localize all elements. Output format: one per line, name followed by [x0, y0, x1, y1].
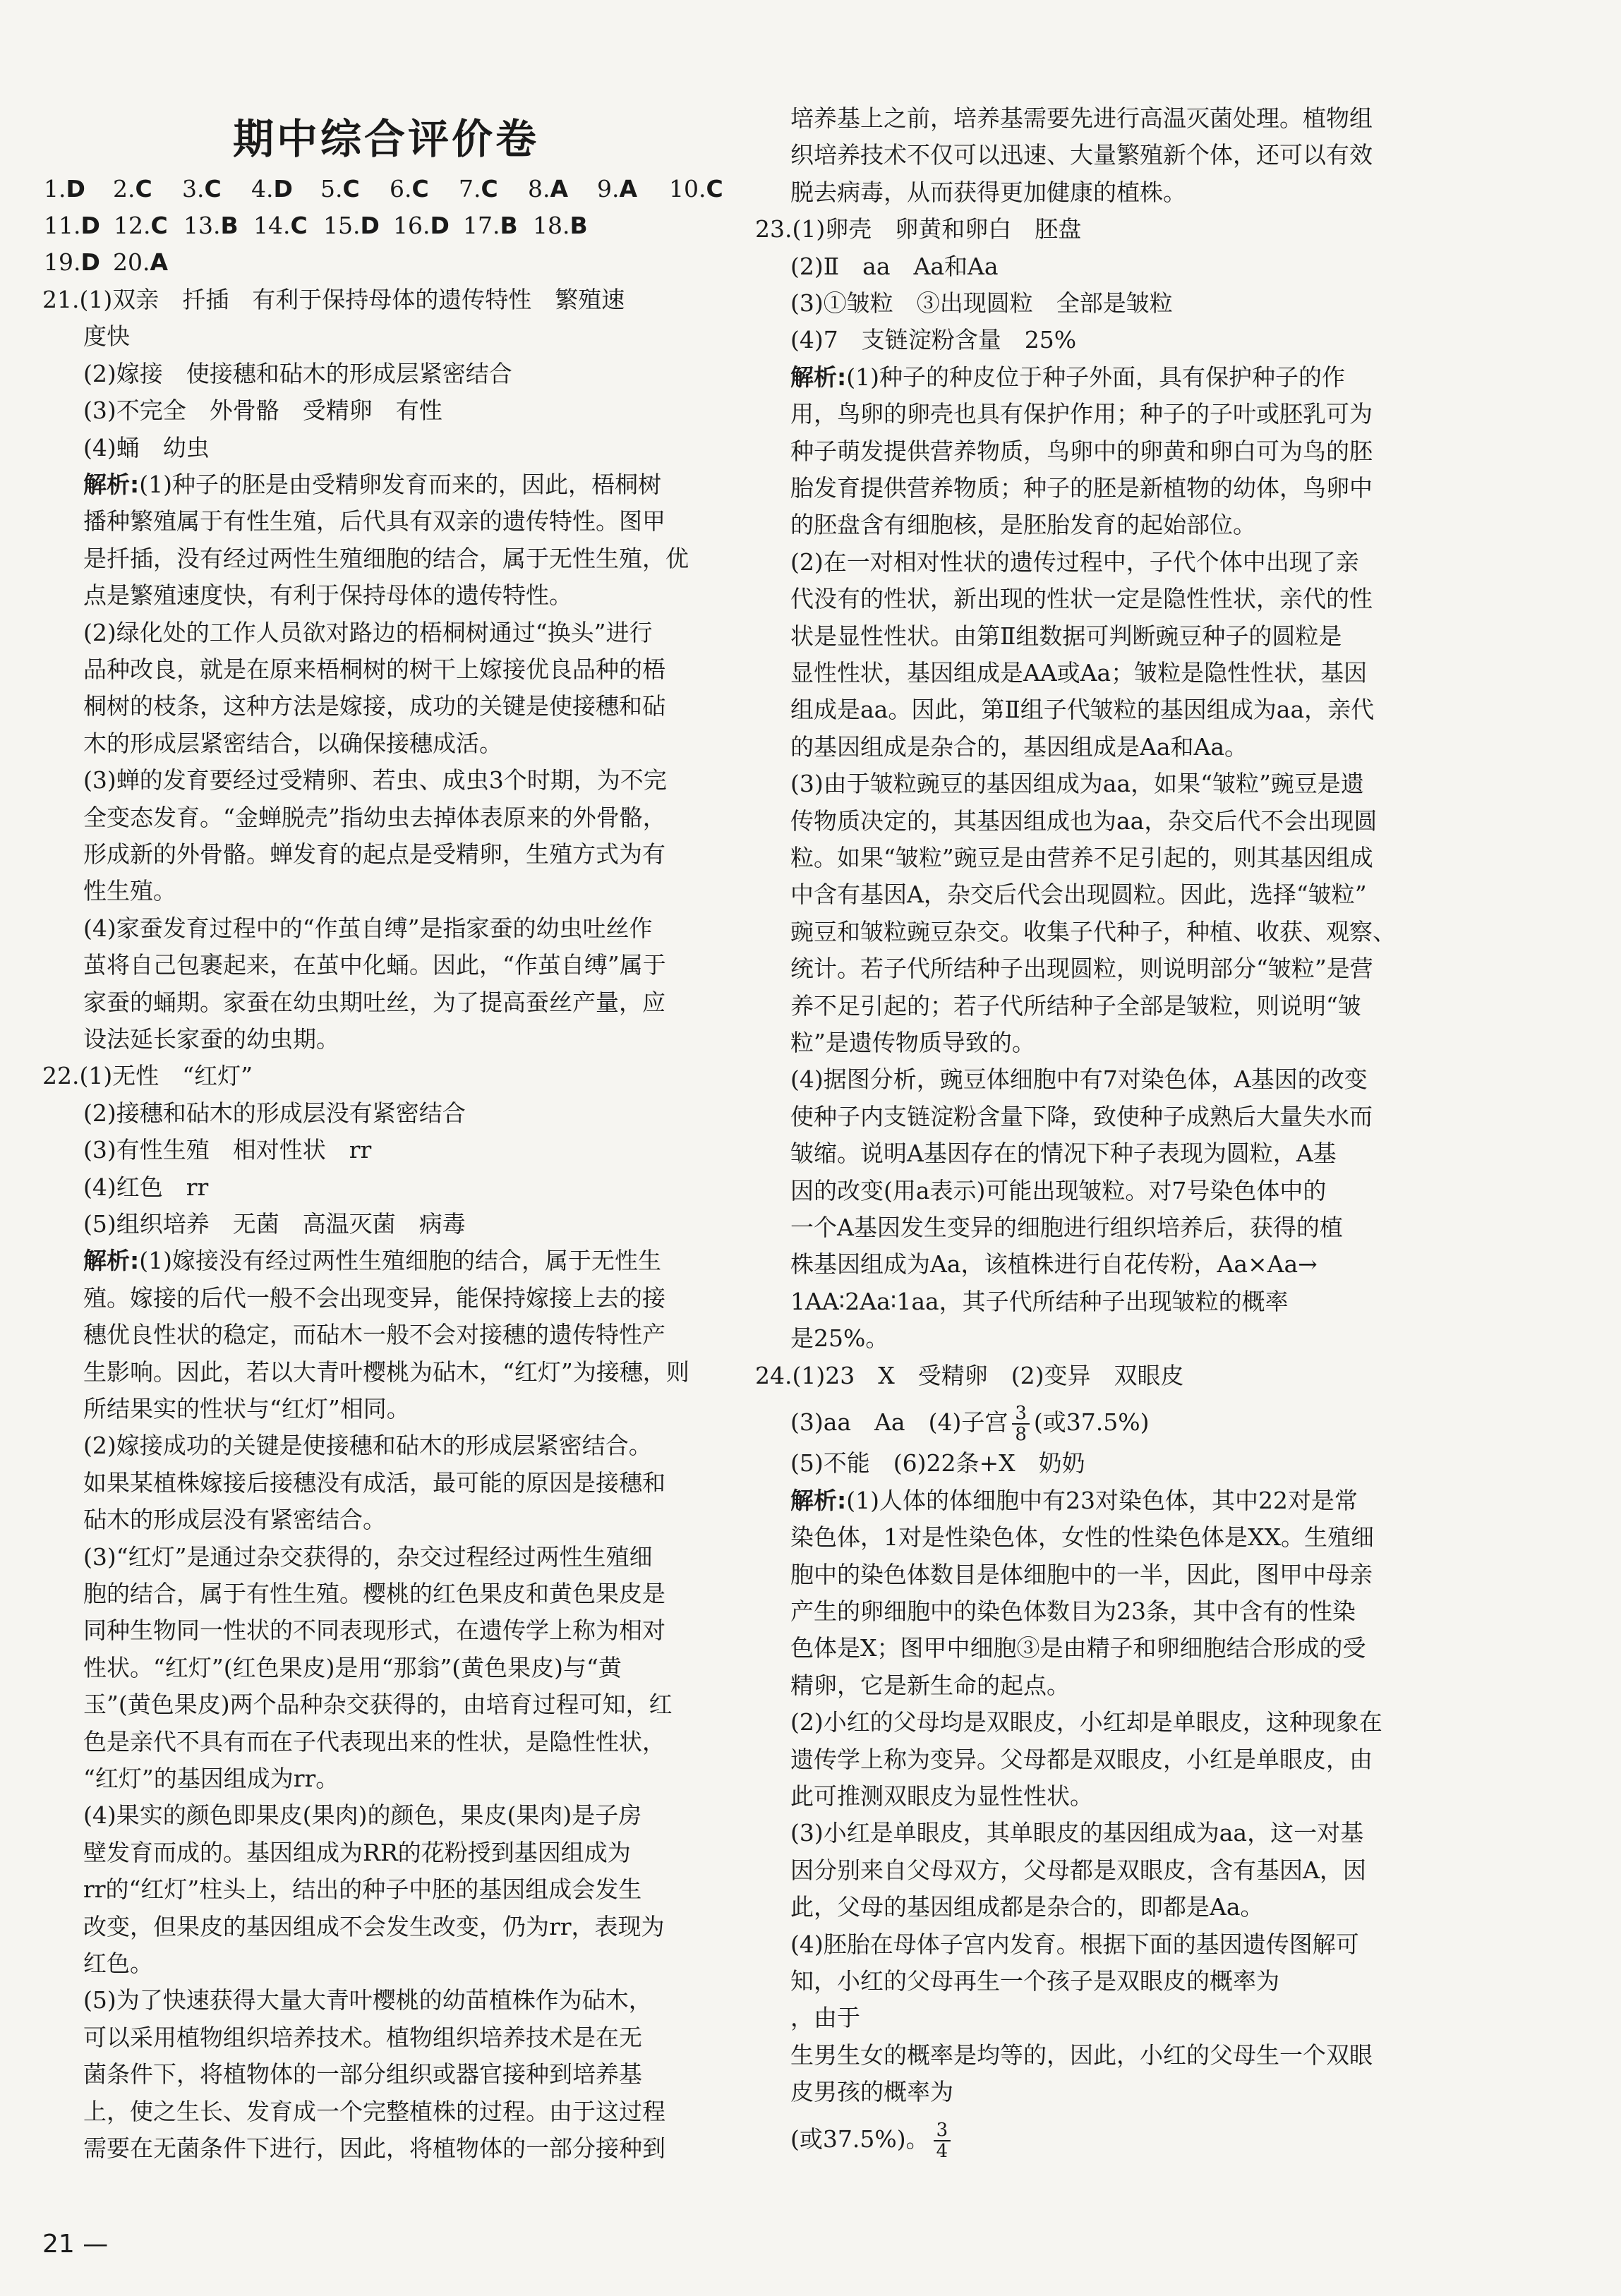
answer-item — [528, 173, 568, 205]
right-line — [790, 2039, 1373, 2072]
left-line — [83, 1171, 208, 1204]
text-span: (4)蛹 幼虫 — [83, 433, 210, 461]
fraction-numerator: 3 — [934, 2120, 951, 2141]
text-span: (5)组织培养 无菌 高温灭菌 病毒 — [83, 1210, 466, 1238]
right-line — [790, 2002, 860, 2034]
fraction — [934, 2120, 951, 2161]
text-span: A — [150, 248, 169, 276]
right-line — [755, 213, 1081, 246]
right-line — [790, 1744, 1373, 1776]
text-span: (2)嫁接成功的关键是使接穗和砧木的形成层紧密结合。 — [83, 1432, 652, 1460]
left-line — [83, 802, 666, 834]
text-span: 7. — [459, 175, 481, 203]
left-line — [42, 284, 625, 316]
text-span: C — [150, 212, 168, 239]
text-span: 同种生物同一性状的不同表现形式，在遗传学上称为相对 — [83, 1617, 665, 1645]
right-line — [790, 1521, 1374, 1554]
text-span: (或37.5%) — [1033, 1408, 1150, 1436]
text-span: 是25%。 — [790, 1324, 889, 1353]
text-span: 粒。如果“皱粒”豌豆是由营养不足引起的，则其基因组成 — [790, 844, 1373, 871]
text-span: 生男生女的概率是均等的，因此，小红的父母生一个双眼 — [790, 2041, 1373, 2069]
right-line — [790, 1027, 1035, 1059]
left-line — [83, 727, 502, 760]
answer-item — [113, 246, 168, 279]
text-span: 性状。“红灯”(红色果皮)是用“那翁”(黄色果皮)与“黄 — [83, 1653, 622, 1681]
text-span: 穗优良性状的稳定，而砧木一般不会对接穗的遗传特性产 — [83, 1321, 665, 1349]
text-span: 9. — [597, 175, 620, 203]
left-line — [83, 1541, 653, 1573]
right-line — [790, 1965, 1279, 1998]
text-span: 5. — [320, 175, 343, 203]
text-span: 生影响。因此，若以大青叶樱桃为砧木，“红灯”为接穗，则 — [83, 1358, 689, 1386]
text-span: (或37.5%)。 — [790, 2125, 929, 2153]
left-line — [83, 394, 442, 427]
text-span: D — [360, 212, 380, 239]
answer-item — [253, 210, 308, 242]
right-line — [790, 361, 1345, 394]
text-span: C — [135, 175, 152, 203]
text-span: 显性性状，基因组成是AA或Aa；皱粒是隐性性状，基因 — [790, 659, 1368, 687]
text-span: 家蚕的蛹期。家蚕在幼虫期吐丝，为了提高蚕丝产量，应 — [83, 988, 665, 1016]
right-line — [790, 1175, 1326, 1207]
left-line — [83, 1726, 665, 1758]
fraction-numerator: 3 — [1012, 1403, 1030, 1425]
right-line — [790, 916, 1396, 948]
right-line — [790, 1780, 1093, 1813]
left-line — [83, 543, 689, 575]
text-span: 的胚盘含有细胞核，是胚胎发育的起始部位。 — [790, 511, 1256, 539]
text-span: 因的改变(用a表示)可能出现皱粒。对7号染色体中的 — [790, 1176, 1327, 1204]
text-span: 6. — [390, 175, 412, 203]
right-line — [790, 2120, 955, 2161]
text-span: 用，鸟卵的卵壳也具有保护作用；种子的子叶或胚乳可为 — [790, 400, 1373, 428]
text-span: 16. — [393, 212, 430, 239]
text-span: 18. — [533, 212, 570, 239]
left-line — [83, 2022, 642, 2054]
right-line — [790, 1248, 1318, 1281]
text-span: (3)不完全 外骨骼 受精卵 有性 — [83, 397, 442, 425]
text-span: 19. — [44, 248, 81, 276]
text-span: 桐树的枝条，这种方法是嫁接，成功的关键是使接穗和砧 — [83, 692, 665, 720]
answer-item — [44, 173, 85, 205]
answer-item — [182, 173, 222, 205]
right-line — [790, 2076, 953, 2108]
text-span: 需要在无菌条件下进行，因此，将植物体的一部分接种到 — [83, 2134, 665, 2162]
right-line — [790, 1817, 1363, 1849]
right-line — [790, 620, 1342, 653]
right-line — [790, 1854, 1366, 1887]
right-line — [790, 509, 1256, 541]
text-span: 上，使之生长、发育成一个完整植株的过程。由于这过程 — [83, 2097, 665, 2125]
text-span: 20. — [113, 248, 150, 276]
text-span: (4)红色 rr — [83, 1173, 209, 1201]
text-span: ，由于 — [790, 2004, 860, 2032]
text-span: D — [430, 212, 450, 239]
left-line — [83, 838, 665, 871]
text-span: 15. — [323, 212, 361, 239]
left-line — [83, 1134, 371, 1166]
left-line — [83, 1023, 339, 1056]
right-line — [790, 990, 1361, 1022]
text-span: 17. — [463, 212, 500, 239]
text-span: 2. — [113, 175, 135, 203]
text-span: 如果某植株嫁接后接穗没有成活，最可能的原因是接穗和 — [83, 1468, 665, 1497]
text-span: 菌条件下，将植物体的一部分组织或器官接种到培养基 — [83, 2060, 642, 2089]
text-span: 点是繁殖速度快，有利于保持母体的遗传特性。 — [83, 581, 572, 610]
text-span: 品种改良，就是在原来梧桐树的树干上嫁接优良品种的梧 — [83, 655, 665, 683]
right-line — [790, 398, 1373, 430]
text-span: 播种繁殖属于有性生殖，后代具有双亲的遗传特性。图甲 — [83, 507, 665, 536]
left-line — [83, 505, 665, 538]
text-span: 形成新的外骨骼。蝉发育的起点是受精卵，生殖方式为有 — [83, 840, 665, 868]
right-line — [790, 1101, 1373, 1133]
text-span: C — [290, 212, 308, 239]
text-span: C — [342, 175, 360, 203]
text-span: (4)果实的颜色即果皮(果肉)的颜色，果皮(果肉)是子房 — [83, 1801, 642, 1830]
text-span: 色体是X；图甲中细胞③是由精子和卵细胞结合形成的受 — [790, 1634, 1366, 1662]
text-span: 设法延长家蚕的幼虫期。 — [83, 1025, 339, 1053]
right-line — [790, 953, 1373, 985]
left-line — [83, 320, 130, 353]
text-span: rr的“红灯”柱头上，结出的种子中胚的基因组成会发生 — [83, 1875, 642, 1904]
right-line — [790, 583, 1373, 615]
text-span: 织培养技术不仅可以迅速、大量繁殖新个体，还可以有效 — [790, 141, 1373, 169]
text-span: 此可推测双眼皮为显性性状。 — [790, 1782, 1093, 1810]
text-span: C — [411, 175, 429, 203]
answer-item — [113, 173, 152, 205]
text-span: 21.(1)双亲 扦插 有利于保持母体的遗传特性 繁殖速 — [42, 286, 625, 313]
right-line — [790, 324, 1076, 356]
right-line — [790, 176, 1186, 209]
left-line — [83, 875, 176, 907]
text-span: (1)嫁接没有经过两性生殖细胞的结合，属于无性生 — [139, 1247, 661, 1275]
right-line — [790, 1595, 1356, 1628]
text-span: 组成是aa。因此，第Ⅱ组子代皱粒的基因组成为aa，亲代 — [790, 696, 1375, 724]
text-span: 解析: — [790, 363, 847, 391]
text-span: 可以采用植物组织培养技术。植物组织培养技术是在无 — [83, 2023, 642, 2051]
text-span: 一个A基因发生变异的细胞进行组织培养后，获得的植 — [790, 1214, 1343, 1241]
left-line — [83, 469, 661, 501]
text-span: B — [220, 212, 239, 239]
right-line — [790, 1286, 1289, 1318]
text-span: 传物质决定的，其基因组成也为aa，杂交后代不会出现圆 — [790, 806, 1378, 835]
text-span: 玉”(黄色果皮)两个品种杂交获得的，由培育过程可知，红 — [83, 1691, 673, 1719]
right-line — [790, 1137, 1337, 1170]
text-span: 遗传学上称为变异。父母都是双眼皮，小红是单眼皮，由 — [790, 1745, 1373, 1773]
text-span: 染色体，1对是性染色体，女性的性染色体是XX。生殖细 — [790, 1523, 1374, 1552]
answer-item — [114, 210, 168, 242]
text-span: 中含有基因A，杂交后代会出现圆粒。因此，选择“皱粒” — [790, 881, 1367, 909]
right-line — [790, 1403, 1149, 1444]
left-line — [83, 1614, 665, 1647]
answer-item — [459, 173, 498, 205]
text-span: 状是显性性状。由第Ⅱ组数据可判断豌豆种子的圆粒是 — [790, 622, 1342, 650]
text-span: 胎发育提供营养物质；种子的胚是新植物的幼体，鸟卵中 — [790, 474, 1373, 502]
text-span: 8. — [528, 175, 550, 203]
text-span: 粒”是遗传物质导致的。 — [790, 1029, 1035, 1056]
left-line — [83, 1578, 665, 1610]
right-line — [790, 102, 1373, 135]
left-line — [83, 1911, 665, 1943]
text-span: “红灯”的基因组成为rr。 — [83, 1765, 339, 1792]
text-span: 所结果实的性状与“红灯”相同。 — [83, 1395, 410, 1422]
text-span: (3)有性生殖 相对性状 rr — [83, 1136, 372, 1164]
text-span: (5)为了快速获得大量大青叶樱桃的幼苗植株作为砧木， — [83, 1986, 652, 2014]
answer-item — [320, 173, 360, 205]
text-span: (3)①皱粒 ③出现圆粒 全部是皱粒 — [790, 289, 1173, 317]
left-line — [83, 1282, 665, 1315]
left-line — [83, 690, 665, 723]
text-span: 豌豆和皱粒豌豆杂交。收集子代种子，种植、收获、观察、 — [790, 917, 1396, 945]
text-span: 皮男孩的概率为 — [790, 2078, 953, 2106]
text-span: 红色。 — [83, 1950, 153, 1977]
right-line — [790, 1485, 1358, 1517]
text-span: 解析: — [83, 1247, 140, 1275]
left-line — [83, 653, 665, 686]
text-span: (3)由于皱粒豌豆的基因组成为aa，如果“皱粒”豌豆是遗 — [790, 770, 1364, 798]
text-span: D — [273, 175, 293, 203]
left-line — [83, 1763, 339, 1795]
text-span: 的基因组成是杂合的，基因组成是Aa和Aa。 — [790, 732, 1248, 761]
right-line — [790, 731, 1248, 763]
right-line — [790, 1322, 888, 1355]
left-line — [83, 1430, 652, 1462]
left-line — [83, 949, 666, 981]
text-span: B — [570, 212, 588, 239]
text-span: 23.(1)卵壳 卵黄和卵白 胚盘 — [755, 215, 1082, 243]
text-span: A — [550, 175, 569, 203]
text-span: 壁发育而成的。基因组成为RR的花粉授到基因组成为 — [83, 1838, 631, 1866]
left-line — [83, 912, 653, 945]
right-line — [790, 1928, 1359, 1961]
left-line — [83, 764, 667, 797]
text-span: 1AA∶2Aa∶1aa，其子代所结种子出现皱粒的概率 — [790, 1287, 1289, 1315]
answer-item — [183, 210, 239, 242]
right-line — [790, 657, 1367, 689]
text-span: (4)家蚕发育过程中的“作茧自缚”是指家蚕的幼虫吐丝作 — [83, 914, 653, 942]
left-line — [83, 1393, 410, 1425]
text-span: C — [481, 175, 498, 203]
left-line — [83, 1356, 689, 1389]
text-span: 是扦插，没有经过两性生殖细胞的结合，属于无性生殖，优 — [83, 544, 689, 572]
right-line — [755, 1360, 1183, 1392]
text-span: 全变态发育。“金蝉脱壳”指幼虫去掉体表原来的外骨骼， — [83, 803, 666, 831]
text-span: 改变，但果皮的基因组成不会发生改变，仍为rr，表现为 — [83, 1912, 665, 1940]
page-number: 21 — — [42, 2230, 109, 2259]
text-span: 砧木的形成层没有紧密结合。 — [83, 1506, 386, 1534]
text-span: 脱去病毒，从而获得更加健康的植株。 — [790, 178, 1186, 206]
text-span: 度快 — [83, 322, 130, 351]
left-line — [83, 2058, 642, 2091]
text-span: A — [619, 175, 638, 203]
right-line — [790, 1669, 1070, 1702]
right-line — [790, 472, 1373, 504]
text-span: 种子萌发提供营养物质，鸟卵中的卵黄和卵白可为鸟的胚 — [790, 437, 1373, 465]
text-span: 使种子内支链淀粉含量下降，致使种子成熟后大量失水而 — [790, 1102, 1373, 1130]
text-span: 解析: — [83, 471, 140, 498]
text-span: (4)胚胎在母体子宫内发育。根据下面的基因遗传图解可 — [790, 1930, 1359, 1958]
left-line — [83, 1245, 661, 1277]
page-title: 期中综合评价卷 — [233, 115, 540, 163]
text-span: (4)7 支链淀粉含量 25% — [790, 326, 1077, 354]
answer-item — [44, 246, 100, 279]
text-span: (2)接穗和砧木的形成层没有紧密结合 — [83, 1099, 466, 1127]
text-span: (3)小红是单眼皮，其单眼皮的基因组成为aa，这一对基 — [790, 1819, 1364, 1847]
right-line — [790, 842, 1373, 874]
right-line — [790, 287, 1173, 320]
right-line — [790, 1632, 1366, 1664]
right-line — [790, 1447, 1085, 1480]
left-line — [83, 1947, 153, 1980]
left-line — [83, 579, 572, 612]
text-span: 株基因组成为Aa，该植株进行自花传粉，Aa×Aa→ — [790, 1250, 1318, 1279]
answer-item — [44, 210, 100, 242]
right-line — [790, 878, 1367, 911]
right-line — [790, 546, 1359, 579]
text-span: 统计。若子代所结种子出现圆粒，则说明部分“皱粒”是营 — [790, 955, 1373, 983]
left-line — [83, 1208, 466, 1240]
left-line — [83, 1652, 622, 1684]
fraction-denominator: 8 — [1015, 1424, 1027, 1445]
left-line — [83, 1837, 631, 1869]
text-span: (2)绿化处的工作人员欲对路边的梧桐树通过“换头”进行 — [83, 618, 653, 646]
right-line — [790, 435, 1373, 468]
text-span: D — [80, 212, 100, 239]
left-line — [83, 1097, 466, 1130]
text-span: 22.(1)无性 “红灯” — [42, 1062, 253, 1090]
right-line — [790, 1891, 1264, 1923]
text-span: (3)aa Aa (4)子宫 — [790, 1408, 1008, 1436]
text-span: (2)小红的父母均是双眼皮，小红却是单眼皮，这种现象在 — [790, 1708, 1382, 1736]
text-span: 11. — [44, 212, 81, 239]
text-span: 因分别来自父母双方，父母都是双眼皮，含有基因A，因 — [790, 1856, 1366, 1884]
text-span: 木的形成层紧密结合，以确保接穗成活。 — [83, 729, 502, 757]
left-line — [42, 1060, 253, 1092]
left-line — [83, 358, 512, 390]
text-span: 培养基上之前，培养基需要先进行高温灭菌处理。植物组 — [790, 104, 1373, 132]
answer-item — [463, 210, 518, 242]
left-line — [83, 1984, 652, 2017]
right-line — [790, 768, 1364, 800]
text-span: 代没有的性状，新出现的性状一定是隐性性状，亲代的性 — [790, 585, 1373, 613]
answer-item — [597, 173, 637, 205]
text-span: 胞中的染色体数目是体细胞中的一半，因此，图甲中母亲 — [790, 1560, 1373, 1588]
answer-item — [323, 210, 380, 242]
left-line — [83, 1688, 673, 1721]
fraction — [1012, 1403, 1030, 1444]
left-line — [83, 432, 210, 464]
answer-item — [393, 210, 450, 242]
right-line — [790, 1706, 1382, 1739]
answer-item — [251, 173, 293, 205]
text-span: (1)种子的胚是由受精卵发育而来的，因此，梧桐树 — [139, 471, 661, 498]
text-span: D — [66, 175, 85, 203]
left-line — [83, 1799, 641, 1832]
text-span: (2)在一对相对性状的遗传过程中，子代个体中出现了亲 — [790, 548, 1359, 576]
text-span: D — [80, 248, 100, 276]
text-span: B — [500, 212, 518, 239]
text-span: (1)人体的体细胞中有23对染色体，其中22对是常 — [846, 1486, 1358, 1514]
text-span: 24.(1)23 X 受精卵 (2)变异 双眼皮 — [755, 1361, 1184, 1389]
text-span: 殖。嫁接的后代一般不会出现变异，能保持嫁接上去的接 — [83, 1283, 665, 1312]
text-span: (5)不能 (6)22条+X 奶奶 — [790, 1449, 1085, 1478]
left-line — [83, 617, 653, 649]
text-span: 此，父母的基因组成都是杂合的，即都是Aa。 — [790, 1893, 1264, 1921]
answer-item — [533, 210, 588, 242]
text-span: (3)蝉的发育要经过受精卵、若虫、成虫3个时期，为不完 — [83, 766, 667, 794]
left-line — [83, 986, 665, 1019]
text-span: C — [706, 175, 723, 203]
text-span: (4)据图分析，豌豆体细胞中有7对染色体，A基因的改变 — [790, 1065, 1368, 1094]
right-line — [790, 694, 1374, 726]
text-span: 茧将自己包裹起来，在茧中化蛹。因此，“作茧自缚”属于 — [83, 951, 666, 979]
left-line — [83, 1504, 386, 1536]
right-line — [790, 1559, 1373, 1591]
text-span: 性生殖。 — [83, 877, 176, 905]
text-span: 色是亲代不具有而在子代表现出来的性状，是隐性性状， — [83, 1727, 665, 1756]
text-span: (2)Ⅱ aa Aa和Aa — [790, 252, 999, 280]
left-line — [83, 2096, 665, 2128]
text-span: 养不足引起的；若子代所结种子全部是皱粒，则说明“皱 — [790, 991, 1361, 1020]
text-span: (1)种子的种皮位于种子外面，具有保护种子的作 — [846, 363, 1345, 391]
text-span: 知，小红的父母再生一个孩子是双眼皮的概率为 — [790, 1967, 1279, 1995]
left-line — [83, 1467, 665, 1499]
right-line — [790, 1063, 1368, 1096]
text-span: 3. — [182, 175, 205, 203]
text-span: C — [204, 175, 222, 203]
right-line — [790, 250, 999, 283]
text-span: (2)嫁接 使接穗和砧木的形成层紧密结合 — [83, 359, 512, 387]
text-span: 胞的结合，属于有性生殖。樱桃的红色果皮和黄色果皮是 — [83, 1580, 665, 1607]
text-span: 4. — [251, 175, 274, 203]
right-line — [790, 139, 1373, 171]
answer-item — [669, 173, 723, 205]
text-span: 14. — [253, 212, 291, 239]
left-line — [83, 1319, 665, 1351]
answer-item — [390, 173, 429, 205]
left-line — [83, 1873, 641, 1906]
text-span: 12. — [114, 212, 151, 239]
text-span: 皱缩。说明A基因存在的情况下种子表现为圆粒，A基 — [790, 1140, 1337, 1168]
text-span: 解析: — [790, 1486, 847, 1514]
left-line — [83, 2132, 665, 2165]
text-span: 精卵，它是新生命的起点。 — [790, 1671, 1070, 1699]
right-line — [790, 1212, 1343, 1244]
text-span: 10. — [669, 175, 706, 203]
text-span: 1. — [44, 175, 66, 203]
fraction-denominator: 4 — [936, 2140, 948, 2162]
right-line — [790, 805, 1377, 838]
text-span: 产生的卵细胞中的染色体数目为23条，其中含有的性染 — [790, 1597, 1356, 1625]
text-span: (3)“红灯”是通过杂交获得的，杂交过程经过两性生殖细 — [83, 1542, 653, 1571]
text-span: 13. — [183, 212, 221, 239]
